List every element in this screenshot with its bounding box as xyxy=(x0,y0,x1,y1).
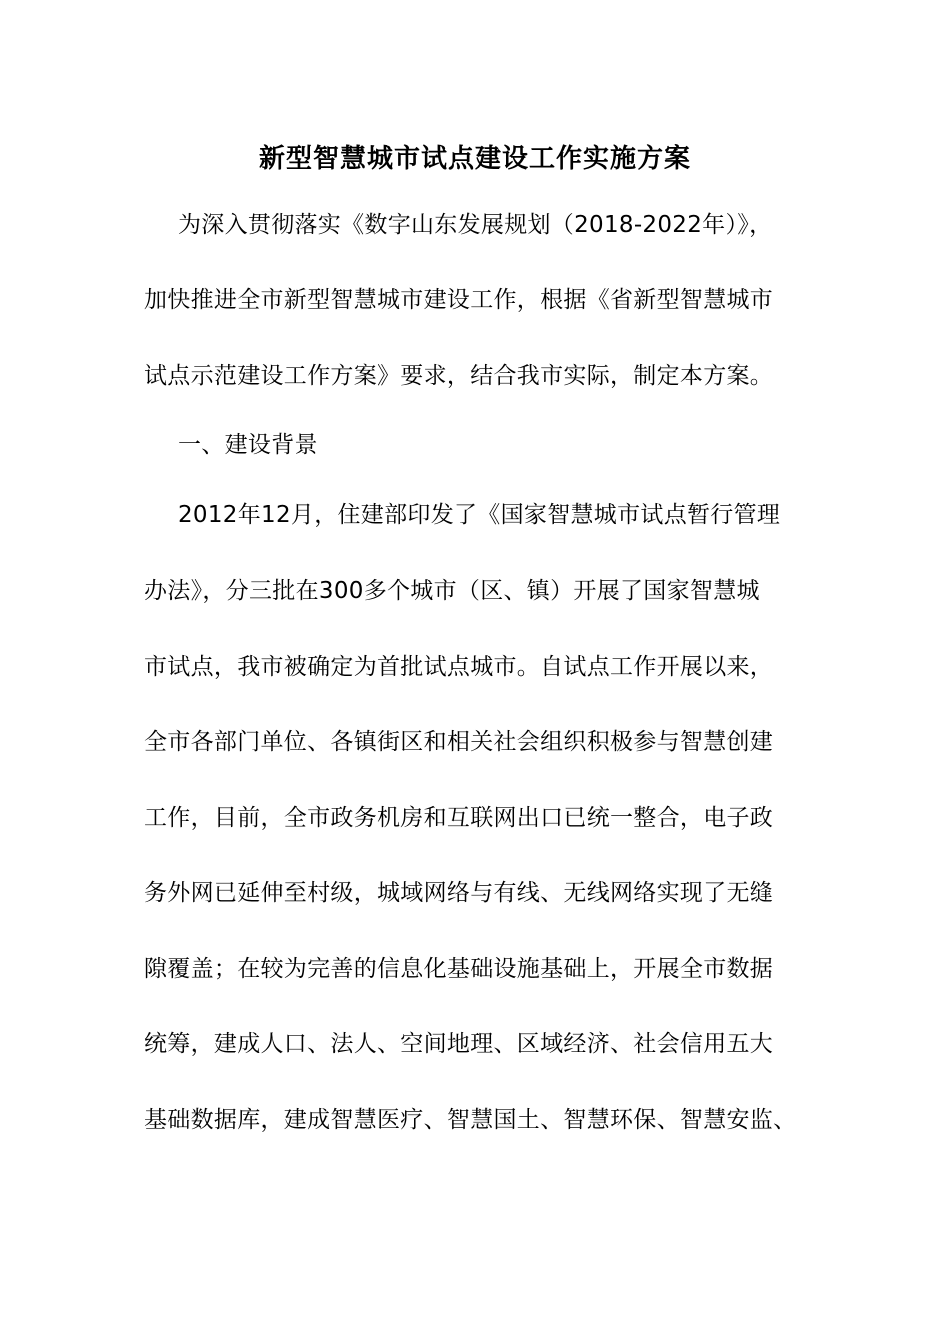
paragraph-line-10: 务外网已延伸至村级，城域网络与有线、无线网络实现了无缝 xyxy=(144,880,774,906)
paragraph-line-12: 统筹，建成人口、法人、空间地理、区域经济、社会信用五大 xyxy=(144,1031,774,1057)
document-title: 新型智慧城市试点建设工作实施方案 xyxy=(258,144,691,174)
paragraph-line-7: 市试点，我市被确定为首批试点城市。自试点工作开展以来， xyxy=(144,654,774,680)
paragraph-line-3: 试点示范建设工作方案》要求，结合我市实际，制定本方案。 xyxy=(144,363,774,389)
section-heading: 一、建设背景 xyxy=(178,432,318,458)
paragraph-line-1: 为深入贯彻落实《数字山东发展规划（2018-2022年）》， xyxy=(178,212,773,238)
paragraph-line-13: 基础数据库，建成智慧医疗、智慧国土、智慧环保、智慧安监、 xyxy=(144,1107,797,1133)
paragraph-line-5: 2012年12月，住建部印发了《国家智慧城市试点暂行管理 xyxy=(178,502,781,528)
paragraph-line-2: 加快推进全市新型智慧城市建设工作，根据《省新型智慧城市 xyxy=(144,287,774,313)
paragraph-line-6: 办法》，分三批在300多个城市（区、镇）开展了国家智慧城 xyxy=(144,578,760,604)
paragraph-line-8: 全市各部门单位、各镇街区和相关社会组织积极参与智慧创建 xyxy=(144,729,774,755)
paragraph-line-11: 隙覆盖；在较为完善的信息化基础设施基础上，开展全市数据 xyxy=(144,956,774,982)
paragraph-line-9: 工作，目前，全市政务机房和互联网出口已统一整合，电子政 xyxy=(144,805,774,831)
